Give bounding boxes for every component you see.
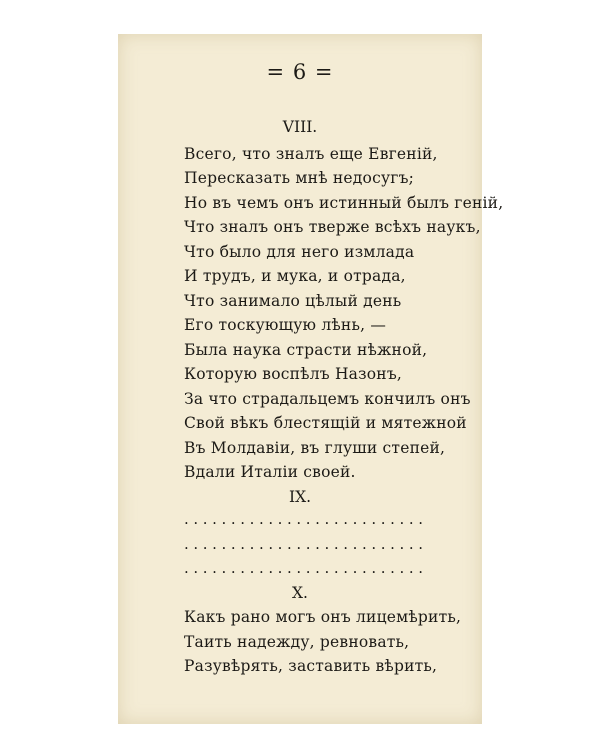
verse-line: Таить надежду, ревновать, <box>184 633 410 651</box>
verse-line: Вдали Италіи своей. <box>184 463 356 481</box>
omitted-line-dots: .......................... <box>184 535 428 553</box>
omitted-line-dots: .......................... <box>184 559 428 577</box>
verse-line: Пересказать мнѣ недосугъ; <box>184 169 415 187</box>
verse-line: Была наука страсти нѣжной, <box>184 341 428 359</box>
verse-line: И трудъ, и мука, и отрада, <box>184 267 406 285</box>
stanza-heading-viii: VIII. <box>282 118 318 136</box>
verse-line: За что страдальцемъ кончилъ онъ <box>184 390 471 408</box>
verse-line: Всего, что зналъ еще Евгеній, <box>184 145 438 163</box>
verse-line: Разувѣрять, заставить вѣрить, <box>184 657 438 675</box>
verse-line: Что занимало цѣлый день <box>184 292 402 310</box>
verse-line: Какъ рано могъ онъ лицемѣрить, <box>184 608 462 626</box>
verse-line: Что было для него измлада <box>184 243 415 261</box>
verse-line: Въ Молдавіи, въ глуши степей, <box>184 439 446 457</box>
verse-line: Свой вѣкъ блестящій и мятежной <box>184 414 467 432</box>
verse-line: Его тоскующую лѣнь, — <box>184 316 387 334</box>
omitted-line-dots: .......................... <box>184 510 428 528</box>
page-number: = 6 = <box>266 60 334 84</box>
verse-line: Что зналъ онъ тверже всѣхъ наукъ, <box>184 218 481 236</box>
stanza-heading-ix: IX. <box>288 488 312 506</box>
book-page <box>118 34 504 724</box>
verse-line: Которую воспѣлъ Назонъ, <box>184 365 403 383</box>
verse-line: Но въ чемъ онъ истинный былъ геній, <box>184 194 504 212</box>
stanza-heading-x: X. <box>292 584 308 602</box>
